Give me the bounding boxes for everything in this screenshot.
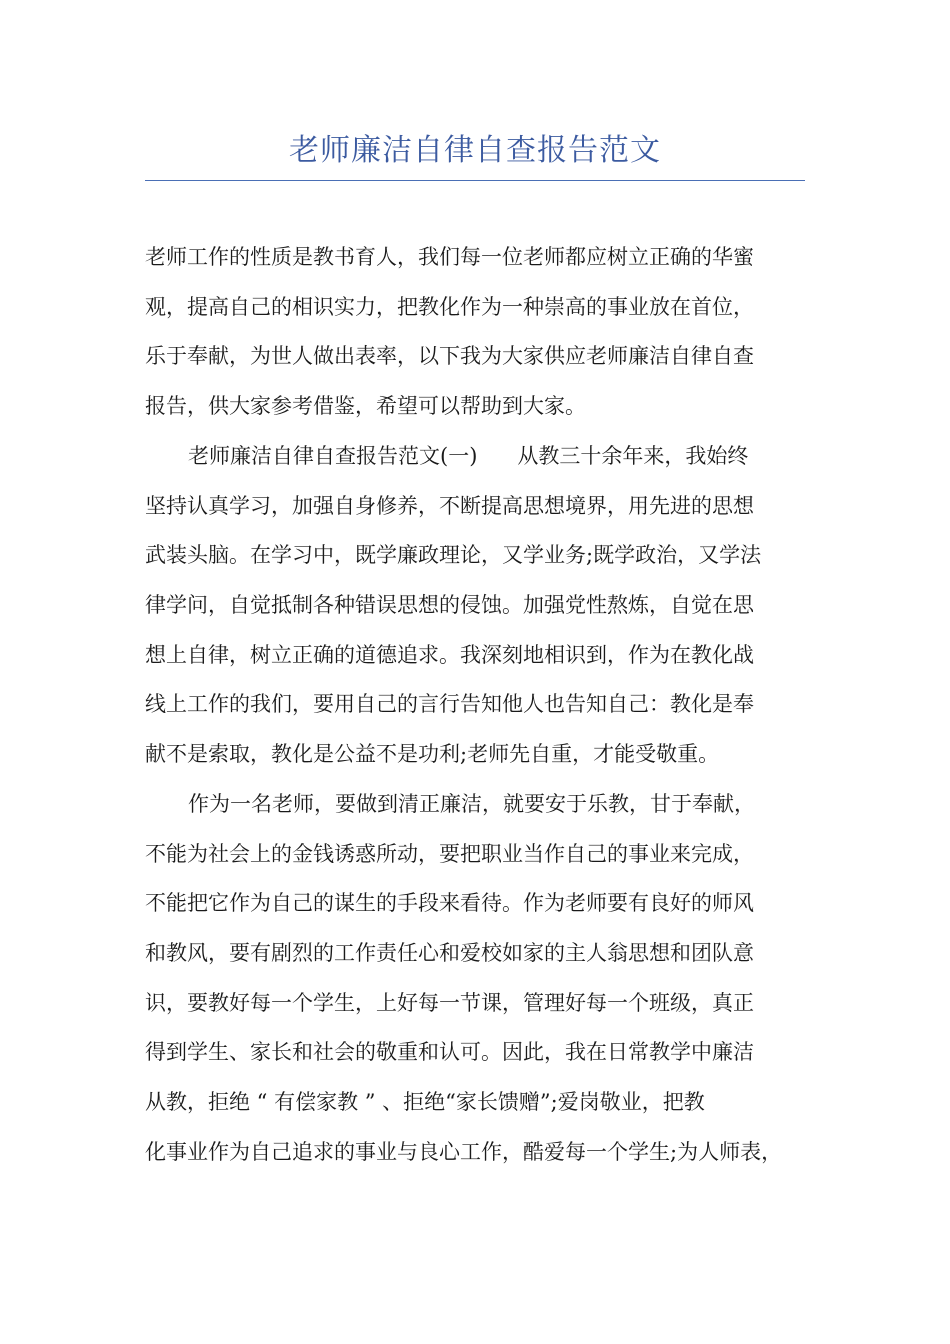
text-line: 不能为社会上的金钱诱惑所动，要把职业当作自己的事业来完成， <box>145 842 754 866</box>
text-line: 想上自律，树立正确的道德追求。我深刻地相识到，作为在教化战 <box>145 643 754 667</box>
text-line: 律学问，自觉抵制各种错误思想的侵蚀。加强党性熬炼，自觉在思 <box>145 593 754 617</box>
text-line: 坚持认真学习，加强自身修养，不断提高思想境界，用先进的思想 <box>145 494 754 518</box>
text-line: 不能把它作为自己的谋生的手段来看待。作为老师要有良好的师风 <box>145 891 754 915</box>
text-line: 线上工作的我们，要用自己的言行告知他人也告知自己：教化是奉 <box>145 692 754 716</box>
text-line: 老师工作的性质是教书育人，我们每一位老师都应树立正确的华蜜 <box>145 245 754 269</box>
document-title: 老师廉洁自律自查报告范文 <box>289 133 661 168</box>
title-underline <box>145 180 805 181</box>
text-line: 武装头脑。在学习中，既学廉政理论，又学业务;既学政治，又学法 <box>145 543 762 567</box>
text-line: 化事业作为自己追求的事业与良心工作，酷爱每一个学生;为人师表， <box>145 1140 783 1164</box>
text-line: 观，提高自己的相识实力，把教化作为一种崇高的事业放在首位， <box>145 295 754 319</box>
text-line: 和教风，要有剧烈的工作责任心和爱校如家的主人翁思想和团队意 <box>145 941 754 965</box>
text-line: 乐于奉献，为世人做出表率，以下我为大家供应老师廉洁自律自查 <box>145 344 754 368</box>
text-line: 作为一名老师，要做到清正廉洁，就要安于乐教，甘于奉献， <box>188 792 755 816</box>
text-line: 老师廉洁自律自查报告范文(一) 从教三十余年来，我始终 <box>188 444 749 468</box>
text-line: 识，要教好每一个学生，上好每一节课，管理好每一个班级，真正 <box>145 991 754 1015</box>
text-line: 报告，供大家参考借鉴，希望可以帮助到大家。 <box>145 394 586 418</box>
text-line: 献不是索取，教化是公益不是功利;老师先自重，才能受敬重。 <box>145 742 720 766</box>
text-line: 得到学生、家长和社会的敬重和认可。因此，我在日常教学中廉洁 <box>145 1040 754 1064</box>
text-line: 从教，拒绝 “ 有偿家教 ” 、拒绝“家长馈赠”;爱岗敬业，把教 <box>145 1090 705 1114</box>
